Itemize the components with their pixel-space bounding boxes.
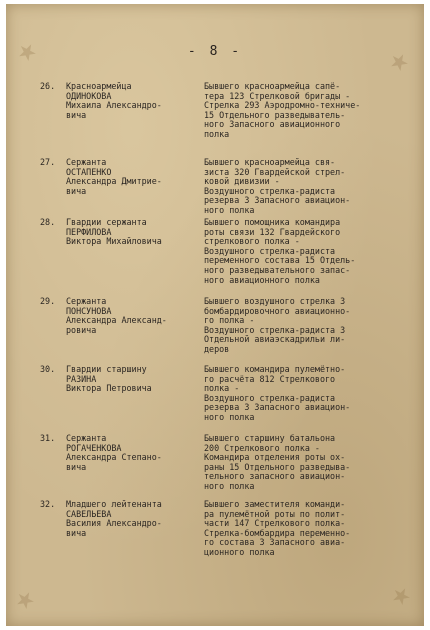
awardee-name-line: Младшего лейтенанта	[66, 499, 162, 509]
entry-number: 30.	[40, 364, 56, 374]
awardee-name-line: Виктора Михайловича	[66, 236, 162, 247]
entry-number: 29.	[40, 296, 56, 306]
awardee-name-line: вича	[66, 461, 87, 472]
service-description-line: резерва 3 Запасного авиацион-	[204, 195, 351, 206]
awardee-name-line: ПЕРФИЛОВА	[66, 226, 112, 237]
awardee-name	[66, 297, 188, 335]
star-icon: ★	[385, 580, 418, 613]
awardee-name-line: Виктора Петровича	[66, 383, 152, 394]
service-description-line: ного авиационного полка	[204, 274, 320, 285]
awardee-name	[66, 158, 188, 196]
awardee-name-line: РОГАЧЕНКОВА	[66, 442, 122, 453]
awardee-name-line: ровича	[66, 324, 97, 335]
service-description	[204, 82, 416, 140]
awardee-name-line: вича	[66, 185, 87, 196]
star-icon: ★	[383, 46, 416, 79]
service-description	[204, 297, 416, 355]
service-description-line: Воздушного стрелка-радиста 3	[204, 324, 346, 335]
service-description-line: ного полка	[204, 411, 255, 422]
star-icon: ★	[9, 584, 42, 617]
watermark-bottom-right	[387, 582, 417, 612]
awardee-name-line: Сержанта	[66, 296, 107, 306]
service-description-line: стрелкового полка -	[204, 236, 300, 247]
service-description-line: роты связи 132 Гвардейского	[204, 226, 341, 237]
awardee-name-line: ПОНСУНОВА	[66, 305, 112, 316]
service-description-line: полка	[204, 128, 230, 139]
service-description-line: тера 123 Стрелковой бригады -	[204, 90, 351, 101]
service-description-line: Бывшего заместителя команди-	[204, 499, 346, 509]
service-description-line: го расчёта 812 Стрелкового	[204, 373, 336, 384]
service-description-line: полка -	[204, 383, 240, 394]
awardee-name-line: ОСТАПЕНКО	[66, 166, 112, 177]
service-description-line: 15 Отдельного разведыватель-	[204, 109, 346, 120]
awardee-name	[66, 365, 188, 394]
service-description-line: ного полка	[204, 480, 255, 491]
awardee-name-line: Василия Александро-	[66, 518, 162, 529]
entry-number: 31.	[40, 433, 56, 443]
service-description-line: Бывшего старшину батальона	[204, 433, 336, 443]
service-description	[204, 158, 416, 216]
awardee-name-line: Сержанта	[66, 157, 107, 167]
awardee-name-line: вича	[66, 527, 87, 538]
page-number: - 8 -	[187, 44, 243, 59]
service-description-line: ного Запасного авиационного	[204, 119, 341, 130]
awardee-name	[66, 82, 188, 120]
entry-number: 32.	[40, 499, 56, 509]
service-description-line: Бывшего воздушного стрелка 3	[204, 296, 346, 306]
service-description-line: Воздушного стрелка-радиста	[204, 185, 336, 196]
awardee-name-line: Гвардии старшину	[66, 364, 147, 374]
awardee-name-line: вича	[66, 109, 87, 120]
service-description-line: Воздушного стрелка-радиста	[204, 392, 336, 403]
awardee-name-line: Александра Дмитрие-	[66, 176, 162, 187]
service-description-line: ного разведывательного запас-	[204, 264, 351, 275]
entry-number: 27.	[40, 157, 56, 167]
service-description-line: Бывшего красноармейца сапё-	[204, 81, 341, 91]
service-description-line: резерва 3 Запасного авиацион-	[204, 402, 351, 413]
service-description-line: Бывшего красноармейца свя-	[204, 157, 336, 167]
awardee-name-line: Гвардии сержанта	[66, 217, 147, 227]
awardee-name-line: Сержанта	[66, 433, 107, 443]
awardee-name-line: РАЗИНА	[66, 373, 97, 384]
service-description	[204, 500, 416, 558]
service-description-line: Командира отделения роты ох-	[204, 452, 346, 463]
entry-number: 26.	[40, 81, 56, 91]
service-description-line: Стрелка-бомбардира переменно-	[204, 527, 351, 538]
service-description-line: 200 Стрелкового полка -	[204, 442, 320, 453]
service-description-line: ра пулемётной роты по полит-	[204, 508, 346, 519]
awardee-name-line: Александра Александ-	[66, 315, 167, 326]
service-description-line: Бывшего командира пулемётно-	[204, 364, 346, 374]
service-description	[204, 218, 416, 285]
watermark-bottom-left	[11, 586, 41, 616]
service-description-line: Стрелка 293 Аэродромно-техниче-	[204, 100, 361, 111]
star-icon: ★	[11, 36, 44, 69]
service-description	[204, 434, 416, 492]
service-description-line: Воздушного стрелка-радиста	[204, 245, 336, 256]
service-description-line: ковой дивизии -	[204, 176, 280, 187]
service-description-line: ного полка	[204, 204, 255, 215]
service-description-line: переменного состава 15 Отдель-	[204, 255, 356, 266]
service-description-line: бомбардировочного авиационно-	[204, 305, 351, 316]
service-description-line: тельного запасного авиацион-	[204, 471, 346, 482]
service-description-line: зиста 320 Гвардейской стрел-	[204, 166, 346, 177]
service-description-line: го состава 3 Запасного авиа-	[204, 537, 346, 548]
awardee-name-line: Александра Степано-	[66, 452, 162, 463]
service-description-line: Отдельной авиаэскадрильи ли-	[204, 334, 346, 345]
service-description-line: деров	[204, 343, 230, 354]
awardee-name	[66, 218, 188, 247]
awardee-name-line: Красноармейца	[66, 81, 132, 91]
document-page	[6, 4, 424, 626]
service-description-line: го полка -	[204, 315, 255, 326]
awardee-name-line: САВЕЛЬЕВА	[66, 508, 112, 519]
service-description	[204, 365, 416, 423]
entry-number: 28.	[40, 217, 56, 227]
service-description-line: Бывшего помощника командира	[204, 217, 341, 227]
service-description-line: ционного полка	[204, 546, 275, 557]
awardee-name	[66, 500, 188, 538]
awardee-name	[66, 434, 188, 472]
awardee-name-line: Михаила Александро-	[66, 100, 162, 111]
awardee-name-line: ОДИНОКОВА	[66, 90, 112, 101]
service-description-line: раны 15 Отдельного разведыва-	[204, 461, 351, 472]
service-description-line: части 147 Стрелкового полка-	[204, 518, 346, 529]
